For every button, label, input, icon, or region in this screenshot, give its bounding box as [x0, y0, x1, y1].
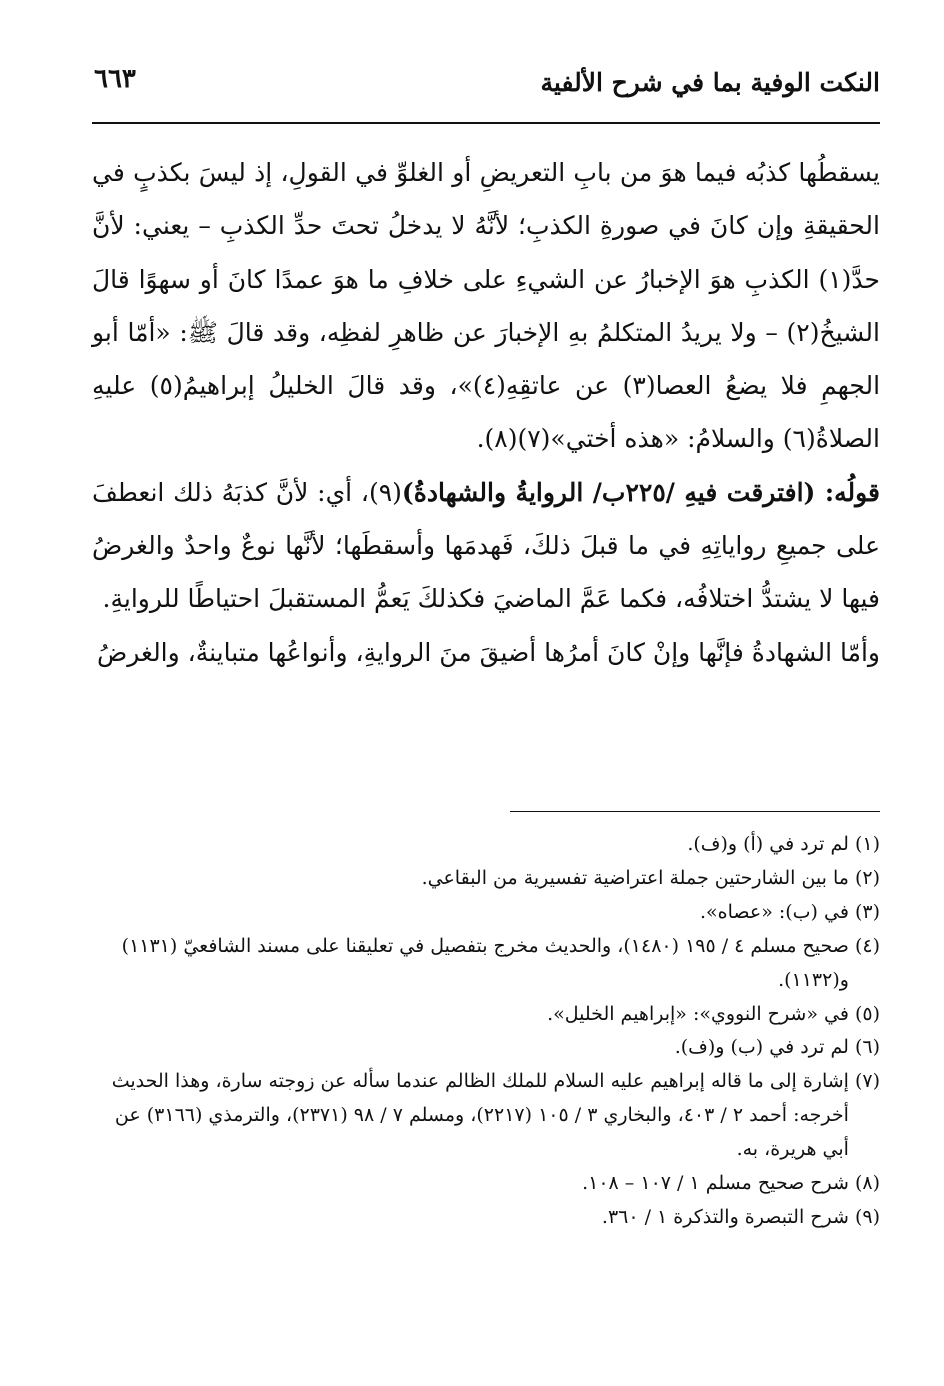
footnote	[92, 1201, 880, 1235]
footnote-text: شرح صحيح مسلم ١ / ١٠٧ – ١٠٨.	[582, 1172, 849, 1195]
main-text	[92, 146, 880, 679]
footnote	[92, 828, 880, 862]
footnotes	[92, 828, 880, 1235]
footnote-number: (٥)	[854, 1002, 880, 1025]
footnote	[92, 930, 880, 998]
header-title: النكت الوفية بما في شرح الألفية	[540, 68, 880, 97]
footnote	[92, 1031, 880, 1065]
footnote-number: (٦)	[854, 1036, 880, 1059]
footnote	[92, 862, 880, 896]
footnote-text: لم ترد في (أ) و(ف).	[687, 833, 849, 855]
footnote-number: (٨)	[854, 1172, 880, 1195]
footnote-number: (٤)	[854, 934, 880, 957]
footnote-separator	[510, 811, 880, 812]
paragraph-2-body: ، أي: لأنَّ كذبَهُ ذلك انعطفَ على جميعِ رواياتِهِ في ما قبلَ ذلكَ، فَهدمَها وأسقطَها؛ لأنَّها نوعٌ واحدٌ والغرضُ فيها لا يشتدُّ اختلافُه، فكما عَمَّ الماضيَ فكذلكَ يَعمُّ المستقبلَ احتياطًا للروايةِ.	[92, 477, 880, 614]
footnote-text: في (ب): «عصاه».	[699, 900, 849, 923]
footnote-number: (٢)	[854, 866, 880, 889]
header-rule	[92, 122, 880, 124]
footnote-ref-9: (٩)	[368, 477, 402, 507]
running-header	[92, 58, 880, 106]
paragraph-2	[92, 466, 880, 626]
footnote-text: لم ترد في (ب) و(ف).	[674, 1036, 849, 1059]
footnote-text: إشارة إلى ما قاله إبراهيم عليه السلام للملك الظالم عندما سأله عن زوجته سارة، وهذا الحديث أخرجه: أحمد ٢ / ٤٠٣، والبخاري ٣ / ١٠٥ (٢٢١٧)، ومسلم ٧ / ٩٨ (٢٣٧١)، والترمذي (٣١٦٦) عن أبي هريرة، به.	[111, 1070, 849, 1161]
footnote-text: ما بين الشارحتين جملة اعتراضية تفسيرية من البقاعي.	[421, 866, 849, 889]
footnote-number: (١)	[854, 833, 880, 855]
footnote	[92, 896, 880, 930]
book-page	[92, 58, 881, 1228]
quoted-phrase: قولُه: (افترقت فيهِ /٢٢٥ب/ الروايةُ والشهادةُ)	[401, 477, 880, 507]
footnote-text: في «شرح النووي»: «إبراهيم الخليل».	[547, 1002, 849, 1025]
footnote-text: صحيح مسلم ٤ / ١٩٥ (١٤٨٠)، والحديث مخرج بتفصيل في تعليقنا على مسند الشافعيّ (١١٣١) و(١١٣٢).	[121, 934, 849, 991]
footnote-number: (٧)	[854, 1070, 880, 1093]
page-number: ٦٦٣	[94, 64, 136, 94]
footnote	[92, 1167, 880, 1201]
paragraph-1: يسقطُها كذبُه فيما هوَ من بابِ التعريضِ أو الغلوِّ في القولِ، إذ ليسَ بكذبٍ في الحقيقةِ وإن كانَ في صورةِ الكذبِ؛ لأنَّهُ لا يدخلُ تحتَ حدِّ الكذبِ – يعني: لأنَّ حدَّ(١) الكذبِ هوَ الإخبارُ عن الشيءِ على خلافِ ما هوَ عمدًا كانَ أو سهوًا قالَ الشيخُ(٢) – ولا يريدُ المتكلمُ بهِ الإخبارَ عن ظاهرِ لفظِه، وقد قالَ ﷺ: «أمّا أبو الجهمِ فلا يضعُ العصا(٣) عن عاتقِهِ(٤)»، وقد قالَ الخليلُ إبراهيمُ(٥) عليهِ الصلاةُ(٦) والسلامُ: «هذه أختي»(٧)(٨).	[92, 158, 881, 454]
footnote	[92, 998, 880, 1032]
paragraph-3: وأمّا الشهادةُ فإنَّها وإنْ كانَ أمرُها أضيقَ منَ الروايةِ، وأنواعُها متباينةٌ، والغرضُ	[96, 637, 880, 667]
footnote	[92, 1065, 880, 1167]
footnote-number: (٩)	[854, 1205, 880, 1228]
footnote-text: شرح التبصرة والتذكرة ١ / ٣٦٠.	[601, 1205, 849, 1228]
footnote-number: (٣)	[854, 900, 880, 923]
